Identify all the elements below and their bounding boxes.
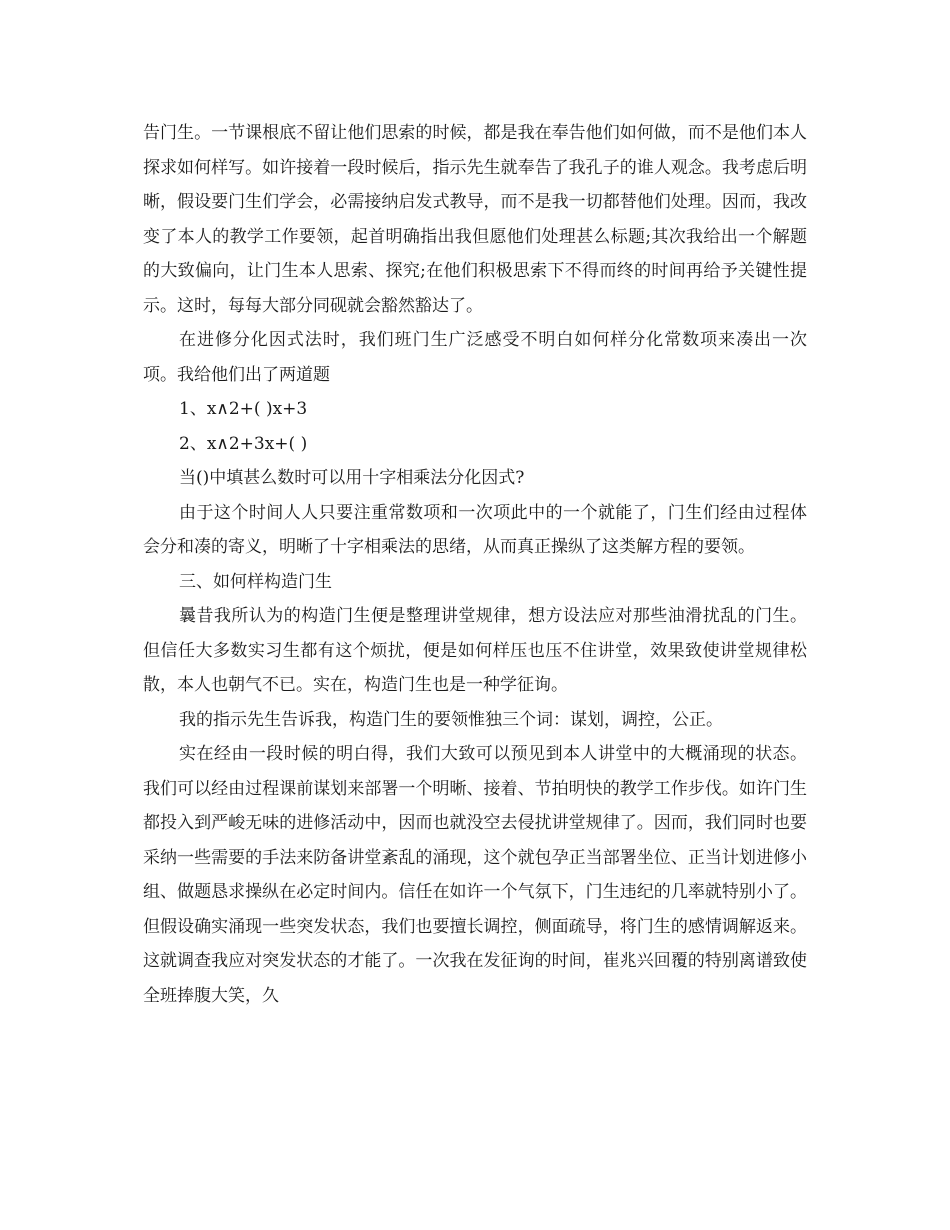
document-body (143, 116, 807, 1013)
section-heading-organize-students: 三、如何样构造门生 (179, 571, 332, 592)
paragraph-three-words: 我的指示先生告诉我，构造门生的要领惟独三个词：谋划，调控，公正。 (179, 709, 723, 730)
exercise-item-2: 2、x∧2+3x+( ) (179, 433, 308, 454)
exercise-item-1: 1、x∧2+( )x+3 (179, 399, 308, 419)
paragraph-factoring-intro: 在进修分化因式法时，我们班门生广泛感受不明白如何样分化常数项来凑出一次项。我给他们出了两道题 (143, 330, 807, 385)
exercise-question: 当()中填甚么数时可以用十字相乘法分化因式? (179, 468, 525, 488)
paragraph-factoring-result: 由于这个时间人人只要注重常数项和一次项此中的一个就能了，门生们经由过程体会分和凑的寄义，明晰了十字相乘法的思绪，从而真正操纵了这类解方程的要领。 (143, 502, 807, 557)
paragraph-classroom-discipline: 曩昔我所认为的构造门生便是整理讲堂规律，想方设法应对那些油滑扰乱的门生。但信任大多数实习生都有这个烦扰，便是如何样压也压不住讲堂，效果致使讲堂规律松散，本人也朝气不已。实在，构造门生也是一种学征询。 (143, 606, 807, 695)
paragraph-teaching-method: 告门生。一节课根底不留让他们思索的时候，都是我在奉告他们如何做，而不是他们本人探求如何样写。如许接着一段时候后，指示先生就奉告了我孔子的谁人观念。我考虑后明晰，假设要门生们学会，必需接纳启发式教导，而不是我一切都替他们处理。因而，我改变了本人的教学工作要领，起首明确指出我但愿他们处理甚么标题;其次我给出一个解题的大致偏向，让门生本人思索、探究;在他们积极思索下不得而终的时间再给予关键性提示。这时，每每大部分同砚就会豁然豁达了。 (143, 123, 807, 316)
paragraph-planning-control: 实在经由一段时候的明白得，我们大致可以预见到本人讲堂中的大概涌现的状态。我们可以经由过程课前谋划来部署一个明晰、接着、节拍明快的教学工作步伐。如许门生都投入到严峻无味的进修活动中，因而也就没空去侵扰讲堂规律了。因而，我们同时也要采纳一些需要的手法来防备讲堂紊乱的涌现，这个就包孕正当部署坐位、正当计划进修小组、做题恳求操纵在必定时间内。信任在如许一个气氛下，门生违纪的几率就特别小了。但假设确实涌现一些突发状态，我们也要擅长调控，侧面疏导，将门生的感情调解返来。这就调查我应对突发状态的才能了。一次我在发征询的时间，崔兆兴回覆的特别离谱致使全班捧腹大笑，久 (143, 744, 807, 1006)
